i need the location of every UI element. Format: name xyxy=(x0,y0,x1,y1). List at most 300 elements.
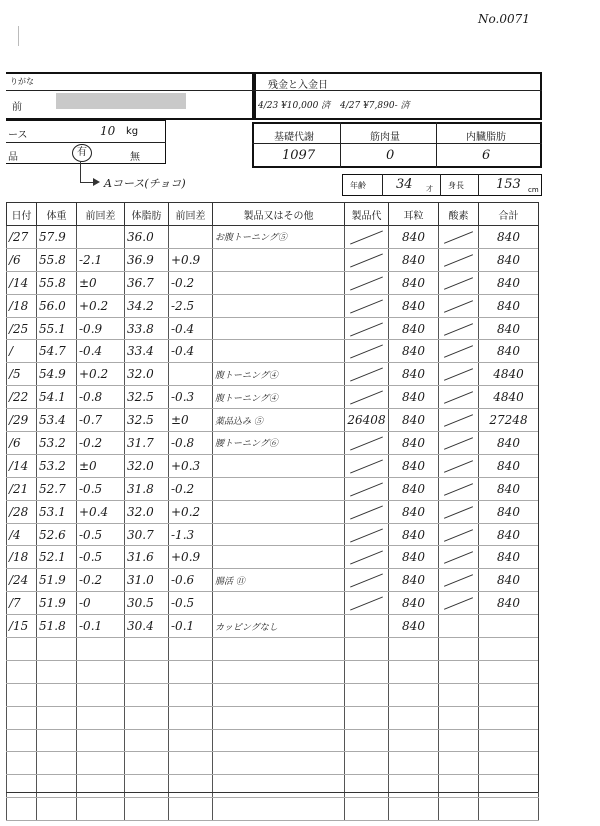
age-label: 年齢 xyxy=(350,181,366,190)
cell-empty xyxy=(37,638,77,661)
cell-weight: 55.1 xyxy=(37,317,77,340)
cell-date: /29 xyxy=(7,409,37,432)
col-bodyfat-header: 体脂肪 xyxy=(125,203,169,226)
col-product-other-header: 製品又はその他 xyxy=(213,203,345,226)
cell-empty xyxy=(345,683,389,706)
col-weight-header: 体重 xyxy=(37,203,77,226)
cell-empty xyxy=(213,729,345,752)
height-label: 身長 xyxy=(448,181,464,190)
metric-header-basal: 基礎代謝 xyxy=(274,132,314,143)
cell-empty xyxy=(169,775,213,798)
cell-date: /4 xyxy=(7,523,37,546)
cell-empty xyxy=(389,683,439,706)
cell-weight: 55.8 xyxy=(37,248,77,271)
cell-empty xyxy=(7,683,37,706)
cell-product-other: お腹トーニング⑤ xyxy=(213,226,345,249)
table-row-empty xyxy=(7,798,539,821)
cell-total: 4840 xyxy=(479,363,539,386)
cell-bodyfat-diff: -1.3 xyxy=(169,523,213,546)
cell-weight-diff: -0.2 xyxy=(77,432,125,455)
age-unit: 才 xyxy=(426,185,433,193)
table-row-empty xyxy=(7,729,539,752)
cell-ear-grain: 840 xyxy=(389,615,439,638)
col-product-price-header: 製品代 xyxy=(345,203,389,226)
cell-empty xyxy=(213,638,345,661)
cell-empty xyxy=(37,752,77,775)
cell-product-price xyxy=(345,523,389,546)
cell-product-other xyxy=(213,317,345,340)
table-frame-bottom xyxy=(6,792,538,793)
cell-date: / xyxy=(7,340,37,363)
cell-weight: 53.1 xyxy=(37,500,77,523)
cell-empty xyxy=(77,798,125,821)
cell-product-other xyxy=(213,248,345,271)
cell-weight-diff: -0.8 xyxy=(77,386,125,409)
cell-weight-diff: -0.9 xyxy=(77,317,125,340)
cell-weight-diff: -0.5 xyxy=(77,523,125,546)
cell-empty xyxy=(213,683,345,706)
table-row xyxy=(7,386,539,409)
table-row-empty xyxy=(7,660,539,683)
cell-oxygen xyxy=(439,340,479,363)
cell-date: /18 xyxy=(7,546,37,569)
cell-date: /25 xyxy=(7,317,37,340)
cell-empty xyxy=(125,638,169,661)
cell-product-price xyxy=(345,271,389,294)
cell-empty xyxy=(345,729,389,752)
cell-bodyfat: 32.0 xyxy=(125,500,169,523)
cell-empty xyxy=(345,706,389,729)
cell-product-other xyxy=(213,500,345,523)
cell-ear-grain: 840 xyxy=(389,477,439,500)
cell-ear-grain: 840 xyxy=(389,271,439,294)
cell-total: 840 xyxy=(479,454,539,477)
cell-total: 840 xyxy=(479,432,539,455)
cell-empty xyxy=(125,706,169,729)
cell-weight: 52.1 xyxy=(37,546,77,569)
cell-empty xyxy=(213,798,345,821)
cell-product-other xyxy=(213,592,345,615)
height-value: 153 xyxy=(496,177,521,192)
table-row-empty xyxy=(7,775,539,798)
cell-empty xyxy=(345,752,389,775)
course-value: 10 xyxy=(100,124,116,138)
table-row xyxy=(7,454,539,477)
height-unit: cm xyxy=(528,186,539,194)
cell-empty xyxy=(389,638,439,661)
cell-bodyfat: 34.2 xyxy=(125,294,169,317)
course-arrow-stem xyxy=(80,162,81,182)
cell-total: 840 xyxy=(479,477,539,500)
cell-total: 840 xyxy=(479,569,539,592)
course-arrow-head xyxy=(93,178,100,186)
cell-empty xyxy=(125,752,169,775)
redacted-name xyxy=(56,93,186,109)
cell-empty xyxy=(125,775,169,798)
cell-weight: 54.7 xyxy=(37,340,77,363)
cell-product-price xyxy=(345,317,389,340)
cell-product-price xyxy=(345,386,389,409)
cell-ear-grain: 840 xyxy=(389,248,439,271)
cell-bodyfat-diff: -0.3 xyxy=(169,386,213,409)
table-row-empty xyxy=(7,638,539,661)
cell-empty xyxy=(213,775,345,798)
cell-empty xyxy=(479,729,539,752)
cell-empty xyxy=(213,706,345,729)
cell-bodyfat: 31.8 xyxy=(125,477,169,500)
cell-empty xyxy=(7,752,37,775)
table-row xyxy=(7,317,539,340)
cell-empty xyxy=(37,706,77,729)
cell-empty xyxy=(439,752,479,775)
cell-empty xyxy=(345,798,389,821)
cell-product-price: 26408 xyxy=(345,409,389,432)
col-ear-grain-header: 耳粒 xyxy=(389,203,439,226)
cell-product-price xyxy=(345,226,389,249)
cell-empty xyxy=(77,706,125,729)
cell-weight: 54.1 xyxy=(37,386,77,409)
cell-date: /14 xyxy=(7,454,37,477)
cell-product-other: 腸活 ⑪ xyxy=(213,569,345,592)
cell-product-price xyxy=(345,248,389,271)
metric-header-visceral: 内臓脂肪 xyxy=(466,132,506,143)
name-label: 前 xyxy=(12,102,22,113)
cell-empty xyxy=(439,706,479,729)
cell-date: /28 xyxy=(7,500,37,523)
cell-empty xyxy=(439,775,479,798)
cell-empty xyxy=(439,638,479,661)
binder-mark xyxy=(18,26,19,46)
cell-ear-grain: 840 xyxy=(389,569,439,592)
table-row xyxy=(7,615,539,638)
cell-empty xyxy=(37,729,77,752)
cell-product-other: 腹トーニング④ xyxy=(213,386,345,409)
cell-total: 4840 xyxy=(479,386,539,409)
cell-total: 840 xyxy=(479,340,539,363)
cell-ear-grain: 840 xyxy=(389,432,439,455)
cell-bodyfat: 36.9 xyxy=(125,248,169,271)
cell-empty xyxy=(7,775,37,798)
cell-date: /24 xyxy=(7,569,37,592)
cell-empty xyxy=(169,798,213,821)
cell-empty xyxy=(389,752,439,775)
cell-weight: 53.4 xyxy=(37,409,77,432)
cell-weight-diff: -2.1 xyxy=(77,248,125,271)
cell-bodyfat-diff: -0.8 xyxy=(169,432,213,455)
cell-product-price xyxy=(345,546,389,569)
cell-empty xyxy=(37,683,77,706)
cell-weight: 51.9 xyxy=(37,569,77,592)
metric-value-visceral: 6 xyxy=(482,148,491,163)
cell-bodyfat-diff: -0.6 xyxy=(169,569,213,592)
cell-oxygen xyxy=(439,363,479,386)
cell-bodyfat: 32.0 xyxy=(125,454,169,477)
cell-ear-grain: 840 xyxy=(389,294,439,317)
cell-product-other: 腰トーニング⑥ xyxy=(213,432,345,455)
cell-bodyfat-diff: +0.9 xyxy=(169,546,213,569)
cell-weight: 52.6 xyxy=(37,523,77,546)
cell-weight: 52.7 xyxy=(37,477,77,500)
furigana-label: りがな xyxy=(10,77,34,86)
cell-total: 27248 xyxy=(479,409,539,432)
cell-empty xyxy=(389,706,439,729)
cell-oxygen xyxy=(439,386,479,409)
cell-empty xyxy=(169,729,213,752)
table-row xyxy=(7,592,539,615)
table-row xyxy=(7,294,539,317)
cell-bodyfat-diff: +0.3 xyxy=(169,454,213,477)
cell-empty xyxy=(37,775,77,798)
cell-ear-grain: 840 xyxy=(389,592,439,615)
cell-empty xyxy=(7,798,37,821)
cell-bodyfat: 30.4 xyxy=(125,615,169,638)
cell-date: /15 xyxy=(7,615,37,638)
cell-oxygen xyxy=(439,569,479,592)
cell-bodyfat-diff: -0.5 xyxy=(169,592,213,615)
cell-product-other xyxy=(213,294,345,317)
cell-product-price xyxy=(345,615,389,638)
cell-weight-diff: ±0 xyxy=(77,454,125,477)
cell-weight-diff: -0.5 xyxy=(77,546,125,569)
cell-product-other: 薬品込み ⑤ xyxy=(213,409,345,432)
table-row xyxy=(7,409,539,432)
cell-date: /27 xyxy=(7,226,37,249)
cell-empty xyxy=(77,660,125,683)
cell-empty xyxy=(345,775,389,798)
cell-empty xyxy=(439,729,479,752)
cell-empty xyxy=(7,706,37,729)
cell-weight: 55.8 xyxy=(37,271,77,294)
cell-bodyfat: 31.0 xyxy=(125,569,169,592)
cell-total: 840 xyxy=(479,546,539,569)
cell-empty xyxy=(125,683,169,706)
table-row-empty xyxy=(7,706,539,729)
document-number: No.0071 xyxy=(478,12,530,26)
cell-weight-diff: +0.2 xyxy=(77,294,125,317)
cell-product-price xyxy=(345,500,389,523)
cell-ear-grain: 840 xyxy=(389,546,439,569)
cell-bodyfat: 32.0 xyxy=(125,363,169,386)
cell-bodyfat-diff: -2.5 xyxy=(169,294,213,317)
cell-empty xyxy=(77,638,125,661)
cell-bodyfat-diff: -0.2 xyxy=(169,271,213,294)
col-total-header: 合計 xyxy=(479,203,539,226)
cell-date: /7 xyxy=(7,592,37,615)
cell-bodyfat: 33.4 xyxy=(125,340,169,363)
cell-date: /18 xyxy=(7,294,37,317)
cell-date: /22 xyxy=(7,386,37,409)
cell-weight-diff: -0.5 xyxy=(77,477,125,500)
cell-empty xyxy=(213,752,345,775)
metric-header-muscle: 筋肉量 xyxy=(370,132,400,143)
course-unit: kg xyxy=(126,126,139,137)
table-row xyxy=(7,432,539,455)
cell-oxygen xyxy=(439,432,479,455)
product-yes: 有 xyxy=(72,144,92,162)
metric-value-basal: 1097 xyxy=(282,148,316,163)
cell-weight: 53.2 xyxy=(37,432,77,455)
cell-product-price xyxy=(345,363,389,386)
cell-weight: 56.0 xyxy=(37,294,77,317)
cell-total: 840 xyxy=(479,271,539,294)
cell-bodyfat-diff: -0.4 xyxy=(169,340,213,363)
cell-weight-diff: -0 xyxy=(77,592,125,615)
col-bodyfat-diff-header: 前回差 xyxy=(169,203,213,226)
cell-empty xyxy=(389,729,439,752)
cell-empty xyxy=(77,729,125,752)
cell-weight-diff: +0.2 xyxy=(77,363,125,386)
cell-bodyfat-diff: -0.2 xyxy=(169,477,213,500)
log-body xyxy=(7,226,539,821)
cell-weight-diff: -0.4 xyxy=(77,340,125,363)
table-row xyxy=(7,546,539,569)
cell-bodyfat: 36.7 xyxy=(125,271,169,294)
cell-product-price xyxy=(345,454,389,477)
col-date-header: 日付 xyxy=(7,203,37,226)
cell-product-price xyxy=(345,340,389,363)
cell-ear-grain: 840 xyxy=(389,409,439,432)
cell-bodyfat-diff: +0.2 xyxy=(169,500,213,523)
cell-empty xyxy=(345,660,389,683)
cell-empty xyxy=(7,660,37,683)
table-row xyxy=(7,248,539,271)
cell-empty xyxy=(169,660,213,683)
cell-bodyfat: 31.6 xyxy=(125,546,169,569)
cell-product-price xyxy=(345,294,389,317)
cell-total: 840 xyxy=(479,248,539,271)
cell-weight-diff xyxy=(77,226,125,249)
cell-weight: 57.9 xyxy=(37,226,77,249)
cell-empty xyxy=(7,638,37,661)
cell-product-other xyxy=(213,340,345,363)
cell-empty xyxy=(389,660,439,683)
cell-empty xyxy=(479,660,539,683)
cell-empty xyxy=(169,706,213,729)
cell-bodyfat: 32.5 xyxy=(125,386,169,409)
cell-product-other xyxy=(213,477,345,500)
cell-oxygen xyxy=(439,477,479,500)
table-frame-right xyxy=(538,202,539,792)
cell-product-other xyxy=(213,454,345,477)
balance-entry-1: 4/23 ¥10,000 済 xyxy=(258,101,331,111)
course-note: Aコース(チョコ) xyxy=(104,177,186,190)
cell-total: 840 xyxy=(479,226,539,249)
product-label: 品 xyxy=(8,152,18,163)
cell-empty xyxy=(439,798,479,821)
cell-ear-grain: 840 xyxy=(389,317,439,340)
cell-date: /6 xyxy=(7,248,37,271)
cell-oxygen xyxy=(439,294,479,317)
cell-ear-grain: 840 xyxy=(389,226,439,249)
cell-bodyfat: 33.8 xyxy=(125,317,169,340)
cell-oxygen xyxy=(439,409,479,432)
cell-ear-grain: 840 xyxy=(389,523,439,546)
cell-total: 840 xyxy=(479,592,539,615)
table-row xyxy=(7,271,539,294)
cell-empty xyxy=(479,798,539,821)
cell-empty xyxy=(213,660,345,683)
log-header-row xyxy=(7,203,539,226)
table-row-empty xyxy=(7,683,539,706)
cell-weight-diff: ±0 xyxy=(77,271,125,294)
cell-product-price xyxy=(345,592,389,615)
cell-weight-diff: -0.1 xyxy=(77,615,125,638)
cell-weight: 54.9 xyxy=(37,363,77,386)
cell-bodyfat-diff xyxy=(169,226,213,249)
measurement-log-table xyxy=(6,202,539,821)
col-weight-diff-header: 前回差 xyxy=(77,203,125,226)
cell-empty xyxy=(77,775,125,798)
cell-empty xyxy=(479,706,539,729)
cell-bodyfat: 32.5 xyxy=(125,409,169,432)
cell-bodyfat-diff: -0.4 xyxy=(169,317,213,340)
cell-date: /14 xyxy=(7,271,37,294)
balance-entry-2: 4/27 ¥7,890- 済 xyxy=(340,101,410,111)
cell-oxygen xyxy=(439,523,479,546)
cell-total: 840 xyxy=(479,317,539,340)
table-row xyxy=(7,477,539,500)
cell-weight: 51.9 xyxy=(37,592,77,615)
cell-product-price xyxy=(345,569,389,592)
cell-bodyfat-diff xyxy=(169,363,213,386)
cell-empty xyxy=(37,660,77,683)
cell-oxygen xyxy=(439,500,479,523)
table-row-empty xyxy=(7,752,539,775)
cell-empty xyxy=(7,729,37,752)
table-row xyxy=(7,569,539,592)
age-value: 34 xyxy=(396,177,413,192)
product-no: 無 xyxy=(130,152,140,163)
cell-empty xyxy=(479,775,539,798)
cell-ear-grain: 840 xyxy=(389,454,439,477)
cell-bodyfat: 31.7 xyxy=(125,432,169,455)
cell-empty xyxy=(77,752,125,775)
cell-empty xyxy=(479,683,539,706)
cell-oxygen xyxy=(439,615,479,638)
cell-ear-grain: 840 xyxy=(389,340,439,363)
cell-bodyfat-diff: +0.9 xyxy=(169,248,213,271)
cell-empty xyxy=(169,752,213,775)
cell-empty xyxy=(77,683,125,706)
cell-product-other xyxy=(213,271,345,294)
cell-oxygen xyxy=(439,317,479,340)
table-row xyxy=(7,340,539,363)
cell-oxygen xyxy=(439,454,479,477)
cell-ear-grain: 840 xyxy=(389,363,439,386)
metric-value-muscle: 0 xyxy=(386,148,395,163)
cell-product-price xyxy=(345,432,389,455)
cell-oxygen xyxy=(439,271,479,294)
cell-bodyfat: 36.0 xyxy=(125,226,169,249)
cell-empty xyxy=(479,752,539,775)
cell-empty xyxy=(479,638,539,661)
cell-oxygen xyxy=(439,546,479,569)
course-label: ース xyxy=(8,130,28,141)
cell-empty xyxy=(125,798,169,821)
cell-bodyfat-diff: -0.1 xyxy=(169,615,213,638)
cell-oxygen xyxy=(439,592,479,615)
cell-empty xyxy=(169,683,213,706)
cell-product-other: 腹トーニング④ xyxy=(213,363,345,386)
cell-empty xyxy=(37,798,77,821)
cell-weight: 51.8 xyxy=(37,615,77,638)
cell-empty xyxy=(389,798,439,821)
cell-empty xyxy=(389,775,439,798)
cell-date: /5 xyxy=(7,363,37,386)
cell-bodyfat-diff: ±0 xyxy=(169,409,213,432)
cell-empty xyxy=(169,638,213,661)
cell-product-other xyxy=(213,523,345,546)
